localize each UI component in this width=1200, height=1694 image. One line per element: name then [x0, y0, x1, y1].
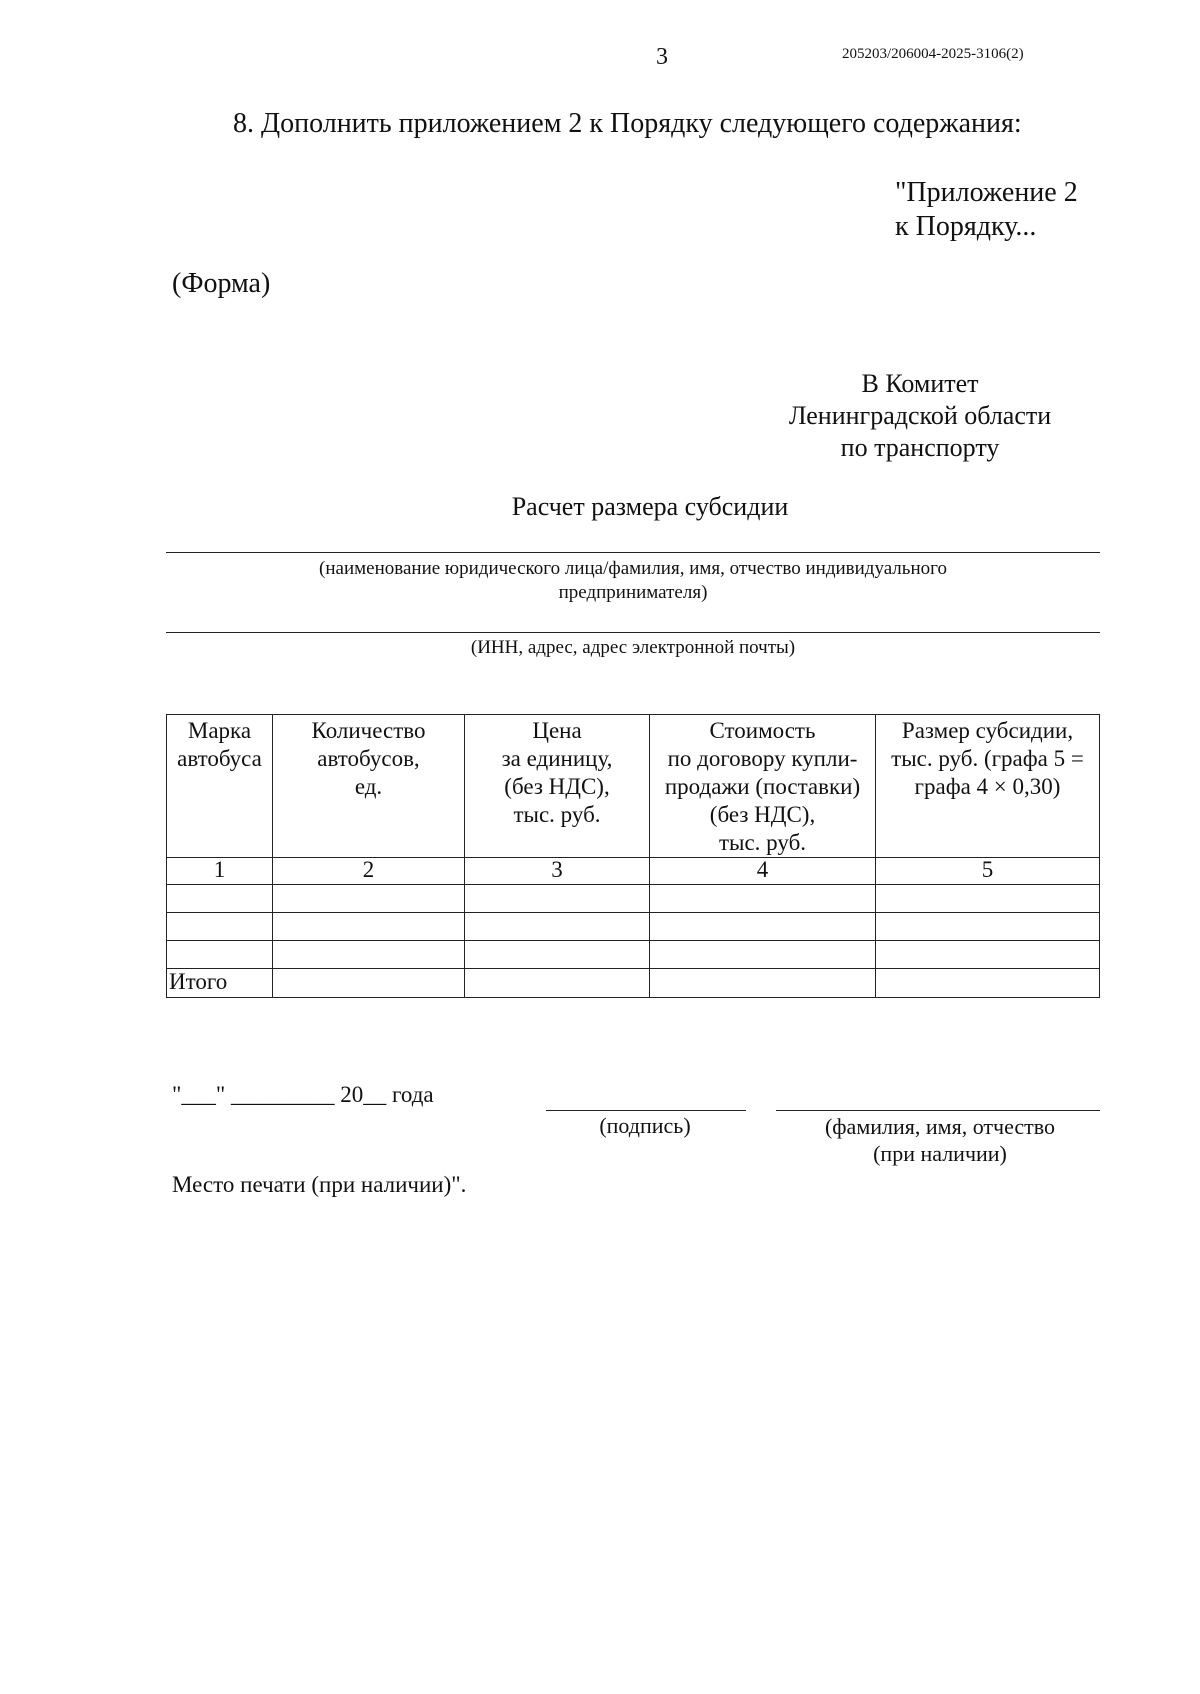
column-number: 2: [273, 858, 465, 885]
page-number: 3: [656, 44, 668, 70]
appendix-reference: [895, 176, 1078, 244]
subsidy-table: [166, 714, 1100, 998]
column-number: 3: [465, 858, 650, 885]
inn-fill-line: [166, 632, 1100, 633]
table-cell: [650, 941, 876, 969]
header-line: тыс. руб.: [513, 802, 601, 827]
table-cell: [650, 969, 876, 998]
appendix-ref-line: "Приложение 2: [895, 177, 1078, 208]
header-line: автобуса: [177, 746, 262, 771]
header-line: тыс. руб. (графа 5 =: [891, 746, 1084, 771]
header-line: (без НДС),: [504, 774, 610, 799]
name-fill-line: [166, 552, 1100, 553]
total-row: [167, 969, 1100, 998]
item-text: 8. Дополнить приложением 2 к Порядку следующего содержания:: [233, 108, 1022, 139]
table-cell: [465, 941, 650, 969]
col-header-unit-price: [465, 715, 650, 858]
column-number: 5: [876, 858, 1100, 885]
full-name-caption: [790, 1113, 1090, 1167]
header-line: ед.: [354, 774, 383, 799]
table-cell: [876, 913, 1100, 941]
table-cell: [465, 885, 650, 913]
total-label: Итого: [167, 969, 273, 998]
table-cell: [650, 913, 876, 941]
full-name-fill-line: [776, 1110, 1100, 1111]
signature-fill-line: [546, 1110, 746, 1111]
header-line: Марка: [187, 718, 252, 743]
column-number-row: [167, 858, 1100, 885]
appendix-ref-line: к Порядку...: [895, 211, 1037, 242]
name-caption-line: (наименование юридического лица/фамилия, имя, отчество индивидуального: [319, 558, 947, 579]
table-cell: [650, 885, 876, 913]
table-cell: [876, 969, 1100, 998]
addressee-line: Ленинградской области: [788, 401, 1052, 430]
full-name-caption-line: (фамилия, имя, отчество: [824, 1114, 1056, 1139]
table-cell: [465, 913, 650, 941]
column-number: 1: [167, 858, 273, 885]
table-cell: [273, 969, 465, 998]
header-line: за единицу,: [501, 746, 613, 771]
header-line: Стоимость: [709, 718, 816, 743]
signature-caption: (подпись): [599, 1113, 691, 1138]
table-cell: [167, 913, 273, 941]
form-label: (Форма): [172, 268, 271, 299]
header-line: тыс. руб.: [718, 830, 807, 855]
header-line: автобусов,: [317, 746, 420, 771]
date-line: "___" _________ 20__ года: [172, 1082, 434, 1107]
col-header-subsidy: [876, 715, 1100, 858]
name-caption-line: предпринимателя): [558, 582, 708, 603]
header-line: Количество: [311, 718, 426, 743]
column-number: 4: [650, 858, 876, 885]
table-cell: [167, 885, 273, 913]
col-header-quantity: [273, 715, 465, 858]
header-line: Цена: [532, 718, 582, 743]
table-cell: [465, 969, 650, 998]
table-cell: [876, 941, 1100, 969]
stamp-place: Место печати (при наличии)".: [172, 1172, 467, 1197]
header-line: продажи (поставки): [664, 774, 861, 799]
full-name-caption-line: (при наличии): [873, 1141, 1007, 1166]
table-row: [167, 913, 1100, 941]
table-header-row: [167, 715, 1100, 858]
table-cell: [273, 941, 465, 969]
header-line: по договору купли-: [667, 746, 858, 771]
table-row: [167, 941, 1100, 969]
header-line: Размер субсидии,: [901, 718, 1074, 743]
col-header-brand: [167, 715, 273, 858]
addressee-block: [740, 368, 1100, 464]
inn-caption: (ИНН, адрес, адрес электронной почты): [470, 637, 796, 658]
table-cell: [273, 913, 465, 941]
header-line: (без НДС),: [709, 802, 816, 827]
header-line: графа 4 × 0,30): [914, 774, 1061, 799]
col-header-contract-cost: [650, 715, 876, 858]
addressee-line: по транспорту: [840, 433, 1000, 462]
document-title: Расчет размера субсидии: [511, 492, 789, 521]
table-cell: [273, 885, 465, 913]
table-cell: [876, 885, 1100, 913]
addressee-line: В Комитет: [861, 369, 979, 398]
name-caption: [166, 557, 1100, 605]
table-row: [167, 885, 1100, 913]
table-cell: [167, 941, 273, 969]
document-code: 205203/206004-2025-3106(2): [842, 46, 1024, 62]
